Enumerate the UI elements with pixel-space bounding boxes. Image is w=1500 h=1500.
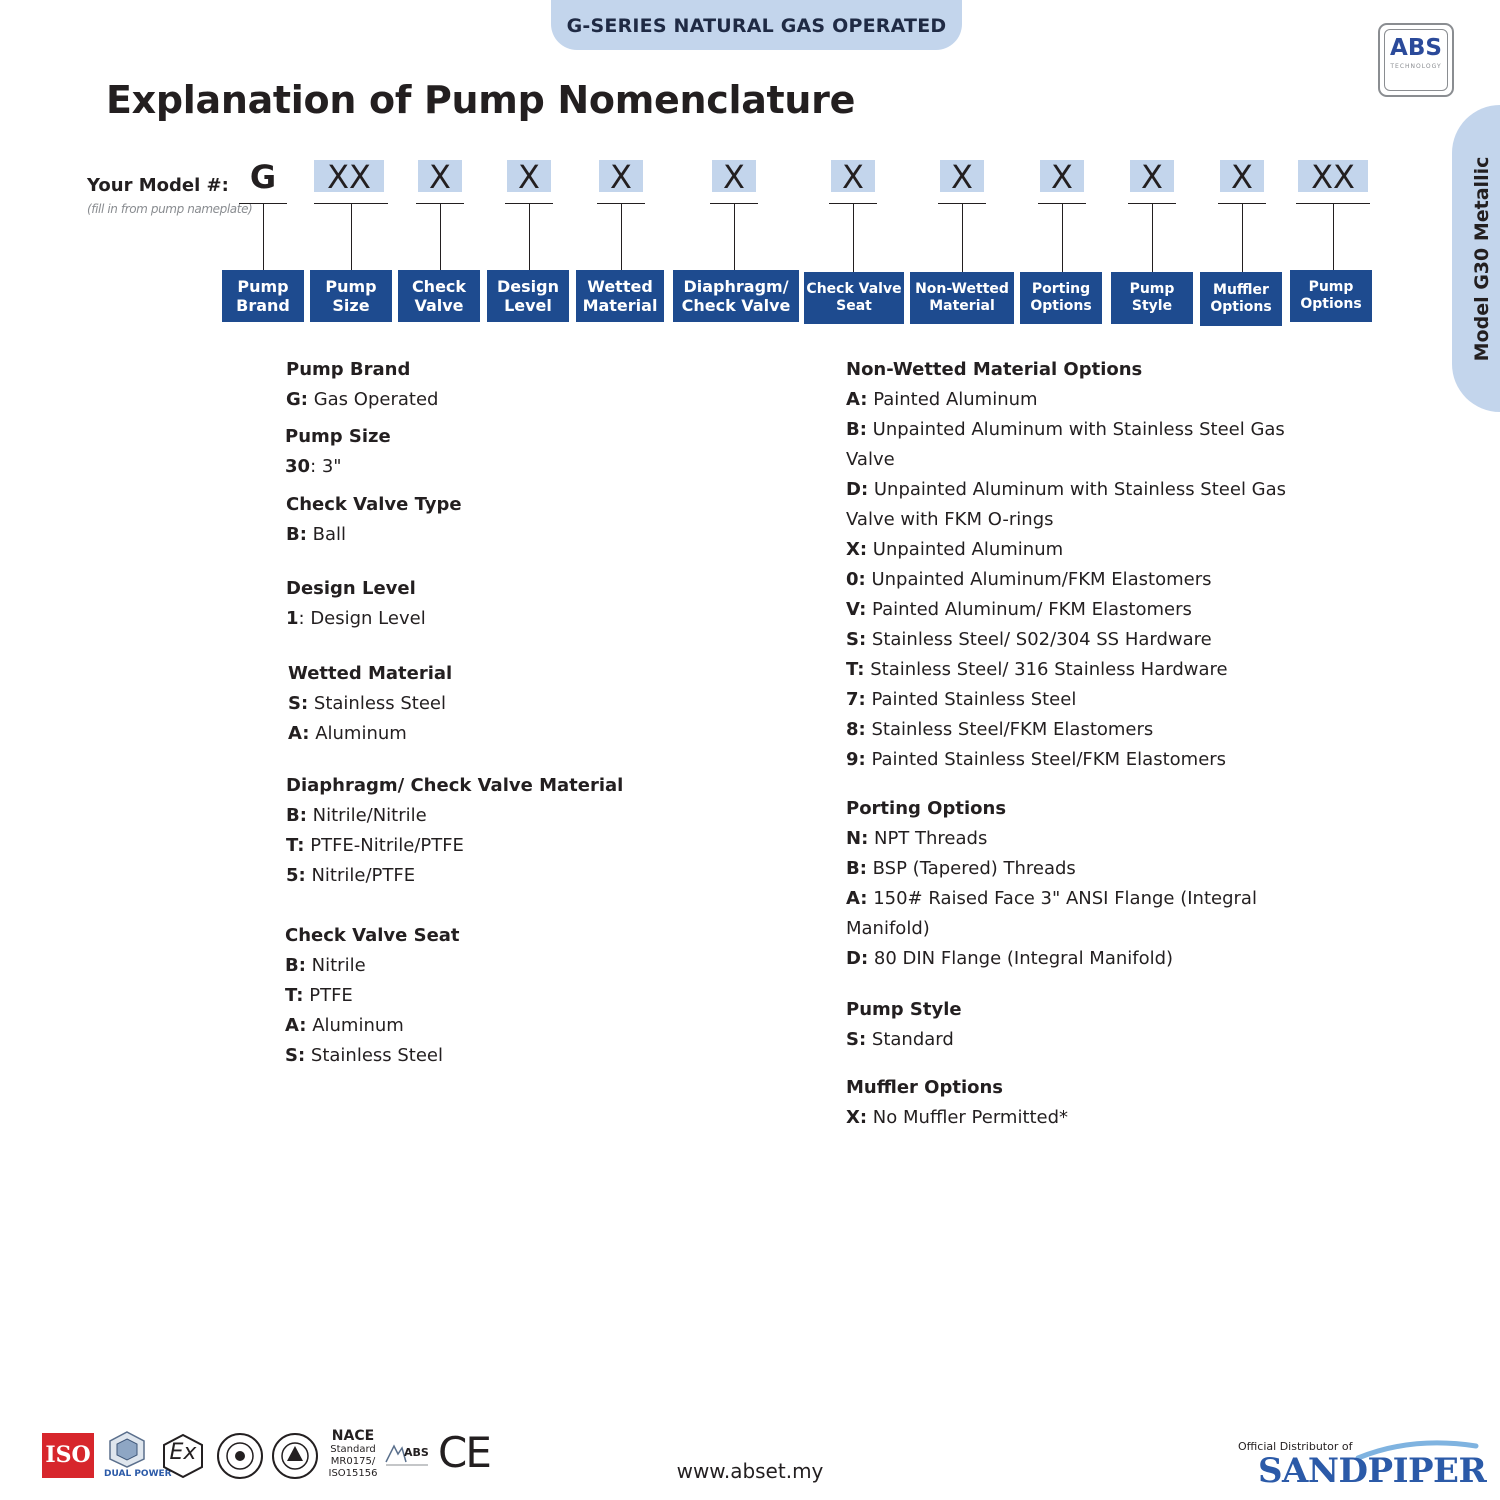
option-item [286, 861, 806, 891]
model-code-connector [1152, 203, 1153, 272]
option-item [285, 951, 805, 981]
option-description: PTFE-Nitrile/PTFE [304, 835, 464, 856]
option-code: A: [846, 888, 868, 909]
option-code: S: [288, 693, 309, 714]
segment-label [576, 270, 664, 322]
model-code-box[interactable]: X [418, 160, 462, 192]
option-section-heading: Pump Style [846, 999, 962, 1020]
segment-label-line: Wetted [587, 276, 653, 296]
model-code-connector [621, 203, 622, 270]
model-code-connector [1242, 203, 1243, 272]
nace-line: MR0175/ [330, 1456, 376, 1467]
segment-label-line: Pump [237, 276, 289, 296]
segment-label-line: Material [582, 296, 658, 315]
segment-label-line: Style [1131, 298, 1173, 314]
model-code-connector [734, 203, 735, 270]
option-item [288, 719, 808, 749]
option-description: Unpainted Aluminum [867, 539, 1064, 560]
option-code: B: [846, 858, 867, 879]
segment-label [487, 270, 569, 322]
model-code-box[interactable]: XX [1298, 160, 1368, 192]
option-description: No Muffler Permitted* [867, 1107, 1069, 1128]
option-item [285, 981, 805, 1011]
option-code: A: [846, 389, 868, 410]
option-description: Ball [306, 524, 347, 545]
segment-label-line: Non-Wetted [915, 281, 1009, 298]
website-url[interactable]: www.abset.my [676, 1459, 824, 1483]
option-description: BSP (Tapered) Threads [866, 858, 1076, 879]
segment-label-line: Size [332, 296, 370, 315]
iso-logo: ISO [42, 1433, 94, 1478]
option-code: V: [846, 599, 867, 620]
model-code-connector [529, 203, 530, 270]
segment-label-line: Check Valve [806, 281, 902, 298]
segment-label-line: Porting [1031, 281, 1091, 298]
segment-label [1020, 272, 1102, 324]
segment-label [910, 272, 1014, 324]
option-section-heading: Check Valve Seat [285, 925, 460, 946]
option-description: Aluminum [306, 1015, 404, 1036]
model-hint: (fill in from pump nameplate) [87, 202, 253, 216]
option-code: S: [846, 1029, 867, 1050]
option-code: 9: [846, 749, 866, 770]
model-side-tab [1452, 105, 1500, 412]
option-item [846, 745, 1306, 775]
option-description: Gas Operated [307, 389, 439, 410]
option-description: Unpainted Aluminum/FKM Elastomers [865, 569, 1212, 590]
option-item [846, 565, 1306, 595]
option-section [286, 574, 806, 634]
segment-label [310, 270, 392, 322]
abs-logo-text: ABS [1390, 35, 1442, 61]
nace-line: ISO15156 [328, 1468, 378, 1479]
ex-label: Ex [169, 1440, 197, 1465]
segment-label-line: Options [1300, 296, 1362, 312]
option-item [846, 824, 1306, 854]
segment-label [673, 270, 799, 322]
option-code: D: [846, 948, 869, 969]
model-code-box[interactable]: X [1130, 160, 1174, 192]
your-model-label: Your Model #: [87, 175, 229, 196]
nace-line: Standard [330, 1444, 376, 1455]
segment-label-line: Material [929, 298, 995, 314]
option-item [846, 385, 1306, 415]
option-description: Painted Aluminum [867, 389, 1038, 410]
model-code-connector [1333, 203, 1334, 270]
option-section [286, 771, 806, 891]
model-code-connector [1062, 203, 1063, 272]
option-section [846, 1073, 1306, 1133]
option-description: : Design Level [298, 608, 426, 629]
option-item [285, 1011, 805, 1041]
option-code: T: [285, 985, 304, 1006]
option-item [288, 689, 808, 719]
option-item [846, 1103, 1306, 1133]
option-description: Stainless Steel/ 316 Stainless Hardware [864, 659, 1228, 680]
option-code: X: [846, 539, 868, 560]
option-item [846, 625, 1306, 655]
option-code: N: [846, 828, 869, 849]
option-section [286, 490, 806, 550]
model-code-connector [263, 203, 264, 270]
option-code: B: [286, 524, 307, 545]
option-code: 5: [286, 865, 306, 886]
series-tab: G-SERIES NATURAL GAS OPERATED [551, 0, 962, 50]
segment-label-line: Level [504, 296, 552, 315]
option-item [846, 715, 1306, 745]
option-code: D: [846, 479, 869, 500]
option-section [286, 355, 806, 415]
option-code: B: [285, 955, 306, 976]
model-code-box[interactable]: X [831, 160, 875, 192]
segment-label [1111, 272, 1193, 324]
sandpiper-logo: SANDPIPER [1258, 1451, 1487, 1491]
option-description: Nitrile [305, 955, 366, 976]
option-item [846, 475, 1306, 535]
option-code: S: [285, 1045, 306, 1066]
segment-label-line: Muffler [1213, 282, 1269, 299]
option-item [286, 604, 806, 634]
option-description: Standard [866, 1029, 954, 1050]
page-title: Explanation of Pump Nomenclature [106, 78, 856, 122]
segment-label [1290, 270, 1372, 322]
option-description: NPT Threads [868, 828, 988, 849]
option-item [286, 801, 806, 831]
distributor-text: Official Distributor of [1238, 1440, 1353, 1453]
segment-label [398, 270, 480, 322]
segment-label [1200, 272, 1282, 326]
option-code: G: [286, 389, 308, 410]
dual-power-label: DUAL POWER [104, 1469, 172, 1479]
option-description: Aluminum [309, 723, 407, 744]
option-code: 7: [846, 689, 866, 710]
option-section-heading: Diaphragm/ Check Valve Material [286, 775, 624, 796]
option-description: Stainless Steel [308, 693, 447, 714]
option-code: 1 [286, 608, 299, 629]
segment-label-line: Options [1030, 298, 1092, 314]
option-code: T: [846, 659, 865, 680]
model-code-connector [440, 203, 441, 270]
option-description: Unpainted Aluminum with Stainless Steel Gas Valve with FKM O-rings [846, 479, 1287, 530]
option-section-heading: Wetted Material [288, 663, 453, 684]
option-description: Stainless Steel [305, 1045, 444, 1066]
option-section-heading: Pump Brand [286, 359, 411, 380]
option-description: Unpainted Aluminum with Stainless Steel Gas Valve [846, 419, 1285, 470]
segment-label-line: Check [411, 276, 467, 296]
option-code: B: [846, 419, 867, 440]
segment-label-line: Options [1210, 299, 1272, 315]
option-code: 0: [846, 569, 866, 590]
option-code: T: [286, 835, 305, 856]
option-section-heading: Muffler Options [846, 1077, 1004, 1098]
model-code-box[interactable]: X [1040, 160, 1084, 192]
option-description: Painted Stainless Steel [865, 689, 1077, 710]
abs-logo-subtext: TECHNOLOGY [1390, 63, 1442, 70]
option-description: Stainless Steel/FKM Elastomers [865, 719, 1154, 740]
option-description: Nitrile/Nitrile [306, 805, 427, 826]
segment-label-line: Seat [836, 298, 872, 314]
option-description: : 3" [310, 456, 342, 477]
option-item [846, 685, 1306, 715]
option-item [846, 415, 1306, 475]
abs-technology-logo [1378, 23, 1454, 97]
option-item [285, 452, 805, 482]
segment-label-line: Pump [325, 276, 377, 296]
option-item [286, 385, 806, 415]
option-description: 80 DIN Flange (Integral Manifold) [868, 948, 1174, 969]
option-code: 8: [846, 719, 866, 740]
option-section-heading: Non-Wetted Material Options [846, 359, 1143, 380]
model-code-box[interactable]: X [712, 160, 756, 192]
model-code-box[interactable]: X [599, 160, 643, 192]
option-description: 150# Raised Face 3" ANSI Flange (Integral Manifold) [846, 888, 1257, 939]
option-item [286, 831, 806, 861]
model-code-box[interactable]: X [940, 160, 984, 192]
option-item [846, 535, 1306, 565]
ce-mark: CE [438, 1428, 490, 1477]
model-code-box[interactable]: X [507, 160, 551, 192]
option-item [286, 520, 806, 550]
model-side-tab-label: Model G30 Metallic [1471, 156, 1493, 361]
option-section-heading: Check Valve Type [286, 494, 462, 515]
model-code-connector [962, 203, 963, 272]
option-code: A: [285, 1015, 307, 1036]
option-description: Nitrile/PTFE [305, 865, 416, 886]
option-section-heading: Pump Size [285, 426, 391, 447]
nace-title: NACE [331, 1428, 375, 1444]
option-item [846, 1025, 1306, 1055]
option-item [846, 944, 1306, 974]
option-section [846, 355, 1306, 775]
segment-label-line: Brand [236, 296, 290, 315]
model-code-box[interactable]: XX [314, 160, 384, 192]
option-section-heading: Design Level [286, 578, 416, 599]
option-section [846, 995, 1306, 1055]
option-description: PTFE [303, 985, 353, 1006]
option-code: A: [288, 723, 310, 744]
option-section [288, 659, 808, 749]
option-description: Painted Aluminum/ FKM Elastomers [866, 599, 1192, 620]
model-code-box[interactable]: X [1220, 160, 1264, 192]
option-item [285, 1041, 805, 1071]
segment-label-line: Diaphragm/ [683, 276, 789, 296]
option-item [846, 655, 1306, 685]
option-section [285, 422, 805, 482]
model-code-connector [351, 203, 352, 270]
option-section [846, 794, 1306, 974]
option-item [846, 884, 1306, 944]
option-code: S: [846, 629, 867, 650]
segment-label [222, 270, 304, 322]
segment-label-line: Pump [1308, 279, 1354, 296]
segment-label [804, 272, 904, 324]
option-description: Stainless Steel/ S02/304 SS Hardware [866, 629, 1212, 650]
abs-small-logo-text: ABS [404, 1446, 429, 1459]
option-section [285, 921, 805, 1071]
option-item [846, 854, 1306, 884]
option-code: X: [846, 1107, 868, 1128]
option-code: 30 [285, 456, 311, 477]
option-code: B: [286, 805, 307, 826]
segment-label-line: Pump [1129, 281, 1175, 298]
segment-label-line: Valve [414, 296, 464, 315]
model-code-connector [853, 203, 854, 272]
option-section-heading: Porting Options [846, 798, 1007, 819]
model-code-box[interactable]: G [249, 158, 277, 196]
option-item [846, 595, 1306, 625]
segment-label-line: Design [497, 276, 559, 296]
segment-label-line: Check Valve [681, 296, 791, 315]
option-description: Painted Stainless Steel/FKM Elastomers [865, 749, 1227, 770]
